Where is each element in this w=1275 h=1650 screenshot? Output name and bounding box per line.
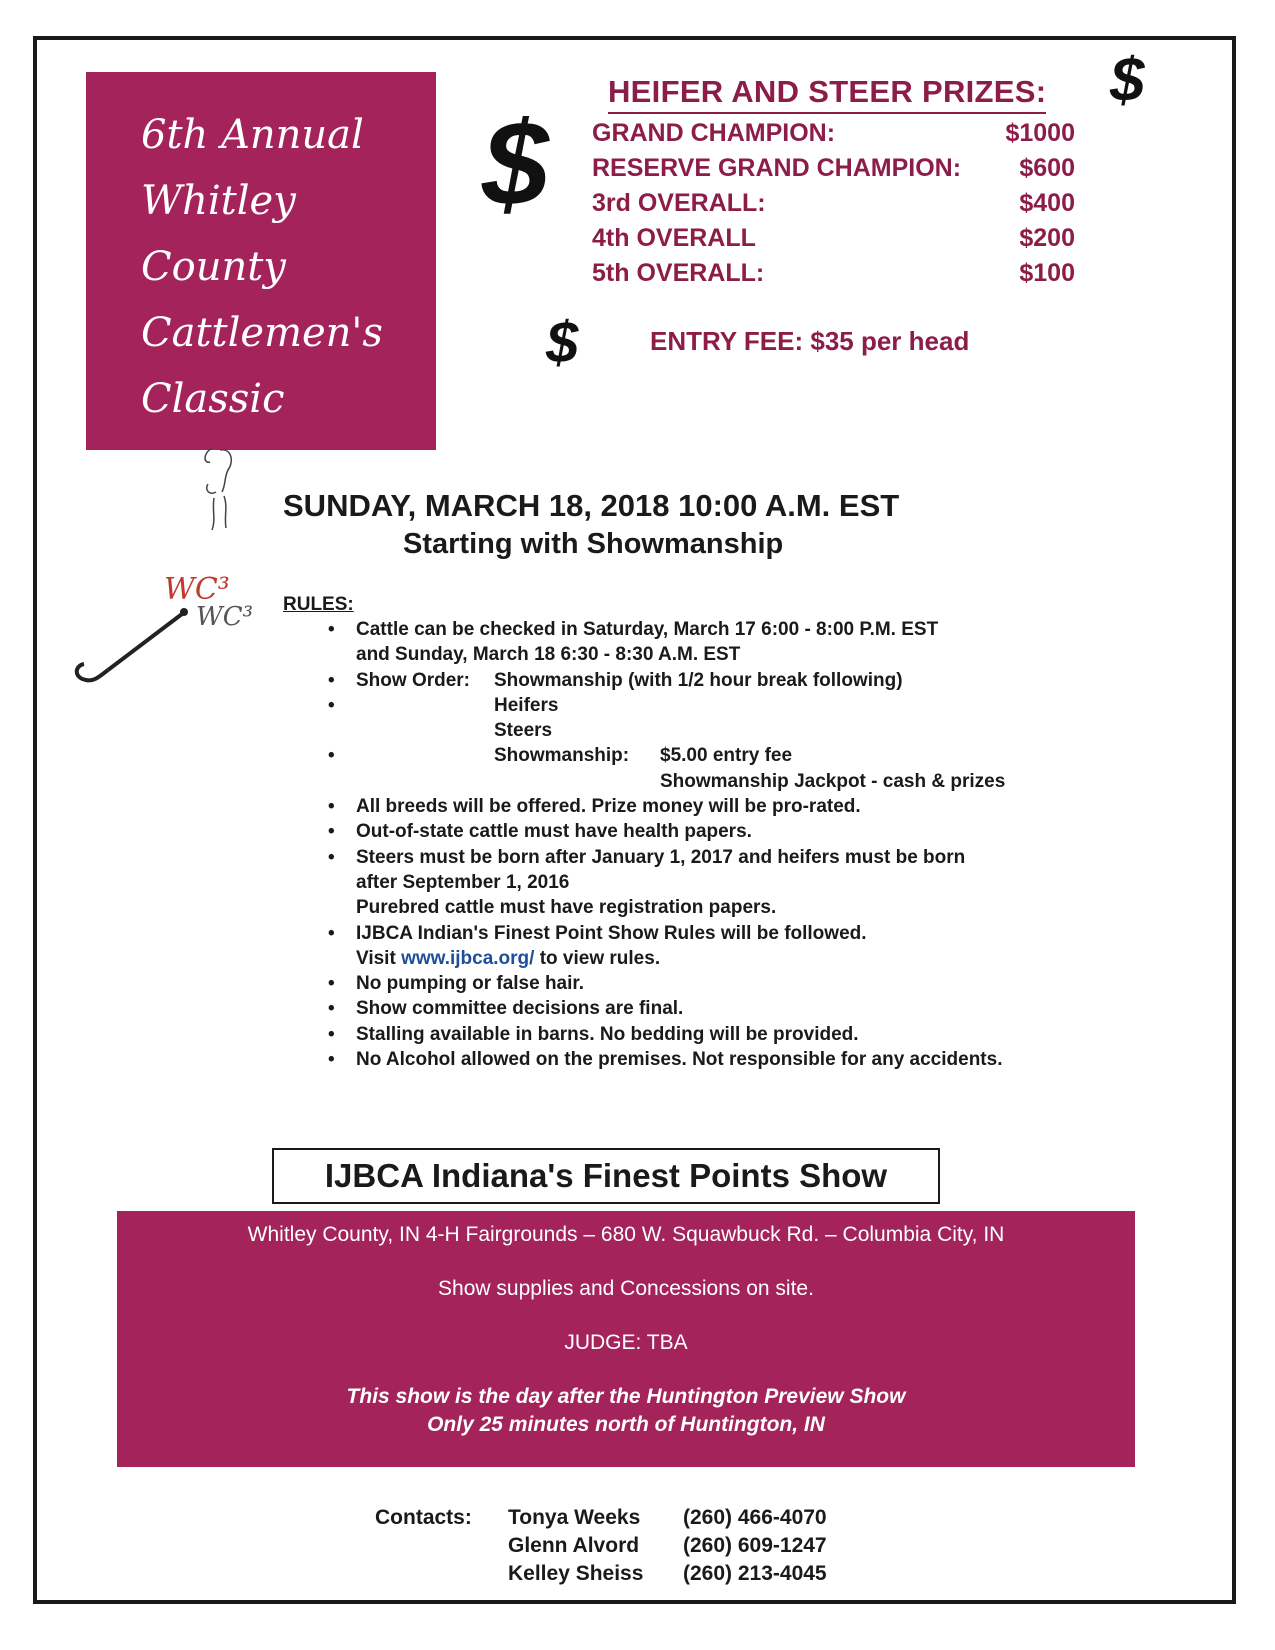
rule-item bbox=[328, 668, 1108, 693]
visit-text: Visit bbox=[356, 947, 396, 969]
rule-item bbox=[328, 743, 1108, 768]
contacts-section bbox=[375, 1504, 853, 1588]
rule-item-continued bbox=[328, 946, 1108, 971]
rule-text: Out-of-state cattle must have health papers. bbox=[356, 821, 752, 843]
rule-text: Cattle can be checked in Saturday, March 17 6:00 - 8:00 P.M. EST bbox=[356, 619, 939, 640]
contact-row bbox=[375, 1504, 853, 1532]
rule-item bbox=[328, 1047, 1108, 1072]
contact-name: Tonya Weeks bbox=[508, 1506, 641, 1529]
bullet: • bbox=[328, 1023, 335, 1045]
prize-row bbox=[592, 256, 1075, 291]
contact-phone: (260) 466-4070 bbox=[683, 1506, 827, 1529]
rule-text: No Alcohol allowed on the premises. Not responsible for any accidents. bbox=[356, 1049, 1003, 1071]
prize-label: GRAND CHAMPION: bbox=[592, 119, 836, 147]
prize-row bbox=[592, 151, 1075, 186]
prize-amount: $200 bbox=[1019, 224, 1075, 252]
prize-row bbox=[592, 186, 1075, 221]
contact-phone: (260) 609-1247 bbox=[683, 1534, 827, 1557]
rule-item bbox=[328, 1022, 1108, 1047]
rule-item bbox=[328, 971, 1108, 996]
rule-text: Purebred cattle must have registration papers. bbox=[356, 897, 777, 919]
rule-item-continued bbox=[328, 642, 1108, 667]
bullet: • bbox=[328, 669, 335, 691]
bullet: • bbox=[328, 1049, 335, 1071]
bullet: • bbox=[328, 922, 335, 944]
rule-text: All breeds will be offered. Prize money will be pro-rated. bbox=[356, 796, 861, 818]
preview-note: This show is the day after the Huntington Preview Show bbox=[346, 1385, 906, 1408]
bullet: • bbox=[328, 821, 335, 843]
bullet: • bbox=[328, 998, 335, 1020]
contact-row bbox=[375, 1560, 853, 1588]
bullet: • bbox=[328, 694, 335, 716]
judge-text: JUDGE: TBA bbox=[564, 1331, 688, 1354]
show-order-item: Showmanship (with 1/2 hour break following) bbox=[494, 669, 903, 691]
prize-amount: $100 bbox=[1019, 259, 1075, 287]
distance-note: Only 25 minutes north of Huntington, IN bbox=[427, 1413, 825, 1436]
event-date-time: SUNDAY, MARCH 18, 2018 10:00 A.M. EST bbox=[283, 488, 900, 523]
dollar-sign-icon: $ bbox=[1110, 46, 1145, 115]
show-order-item: Steers bbox=[494, 720, 553, 742]
rules-heading: RULES: bbox=[283, 594, 354, 615]
wc3-logo-shadow: WC³ bbox=[196, 602, 254, 632]
rule-item bbox=[328, 845, 1108, 870]
cow-sketch-icon bbox=[198, 444, 248, 534]
rule-text: IJBCA Indian's Finest Point Show Rules will be followed. bbox=[356, 922, 867, 944]
contact-name: Glenn Alvord bbox=[508, 1534, 640, 1557]
entry-fee: ENTRY FEE: $35 per head bbox=[650, 326, 970, 356]
rule-text: Stalling available in barns. No bedding will be provided. bbox=[356, 1023, 859, 1045]
prize-row bbox=[592, 221, 1075, 256]
title-line-whitley: Whitley bbox=[141, 178, 296, 224]
showmanship-fee: $5.00 entry fee bbox=[660, 745, 793, 767]
supplies-text: Show supplies and Concessions on site. bbox=[438, 1277, 814, 1300]
prize-label: 5th OVERALL: bbox=[592, 259, 765, 287]
show-order-label: Show Order: bbox=[356, 669, 471, 691]
rule-text: Show committee decisions are final. bbox=[356, 998, 684, 1020]
prize-row bbox=[592, 116, 1075, 151]
show-stick-hook-icon bbox=[72, 600, 212, 700]
title-line-annual: 6th Annual bbox=[141, 112, 364, 158]
prizes-heading: HEIFER AND STEER PRIZES: bbox=[608, 74, 1046, 114]
rule-item bbox=[328, 617, 1108, 642]
prize-label: 3rd OVERALL: bbox=[592, 189, 766, 217]
location-text: Whitley County, IN 4-H Fairgrounds – 680 W. Squawbuck Rd. – Columbia City, IN bbox=[247, 1223, 1005, 1246]
prize-amount: $400 bbox=[1019, 189, 1075, 217]
prizes-table bbox=[592, 116, 1075, 291]
contacts-label: Contacts: bbox=[375, 1506, 472, 1529]
showmanship-label: Showmanship: bbox=[494, 745, 630, 767]
rule-text: after September 1, 2016 bbox=[356, 871, 570, 893]
prize-label: RESERVE GRAND CHAMPION: bbox=[592, 154, 962, 182]
points-show-title: IJBCA Indiana's Finest Points Show bbox=[272, 1148, 940, 1204]
title-line-classic: Classic bbox=[141, 376, 285, 422]
rules-list bbox=[328, 617, 1108, 1072]
rule-item-continued bbox=[328, 895, 1108, 920]
contact-phone: (260) 213-4045 bbox=[683, 1562, 827, 1585]
event-title-box bbox=[86, 72, 436, 450]
ijbca-link[interactable]: www.ijbca.org/ bbox=[401, 947, 535, 969]
bullet: • bbox=[328, 619, 335, 640]
rule-item-continued bbox=[328, 718, 1108, 743]
showmanship-jackpot: Showmanship Jackpot - cash & prizes bbox=[660, 770, 1006, 792]
show-order-item: Heifers bbox=[494, 694, 559, 716]
dollar-sign-icon: $ bbox=[546, 310, 579, 375]
title-line-cattlemens: Cattlemen's bbox=[141, 310, 383, 356]
bullet: • bbox=[328, 796, 335, 818]
event-subtitle: Starting with Showmanship bbox=[403, 528, 784, 560]
wc3-logo-text: WC³ bbox=[164, 572, 230, 607]
rule-item bbox=[328, 794, 1108, 819]
rule-item bbox=[328, 693, 1108, 718]
prize-amount: $600 bbox=[1019, 154, 1075, 182]
prize-label: 4th OVERALL bbox=[592, 224, 756, 252]
event-info-box bbox=[117, 1211, 1135, 1467]
rule-item-continued bbox=[328, 870, 1108, 895]
rule-item bbox=[328, 921, 1108, 946]
rule-item bbox=[328, 819, 1108, 844]
title-line-county: County bbox=[141, 244, 286, 290]
rule-text: and Sunday, March 18 6:30 - 8:30 A.M. EST bbox=[356, 644, 741, 666]
dollar-sign-icon: $ bbox=[482, 97, 549, 231]
bullet: • bbox=[328, 745, 335, 767]
rule-text: Steers must be born after January 1, 2017 and heifers must be born bbox=[356, 846, 966, 868]
contact-row bbox=[375, 1532, 853, 1560]
rule-item-continued bbox=[328, 769, 1108, 794]
rule-item bbox=[328, 996, 1108, 1021]
visit-text-end: to view rules. bbox=[539, 947, 661, 969]
bullet: • bbox=[328, 846, 335, 868]
prize-amount: $1000 bbox=[1005, 119, 1075, 147]
rule-text: No pumping or false hair. bbox=[356, 973, 585, 995]
contact-name: Kelley Sheiss bbox=[508, 1562, 644, 1585]
bullet: • bbox=[328, 973, 335, 995]
